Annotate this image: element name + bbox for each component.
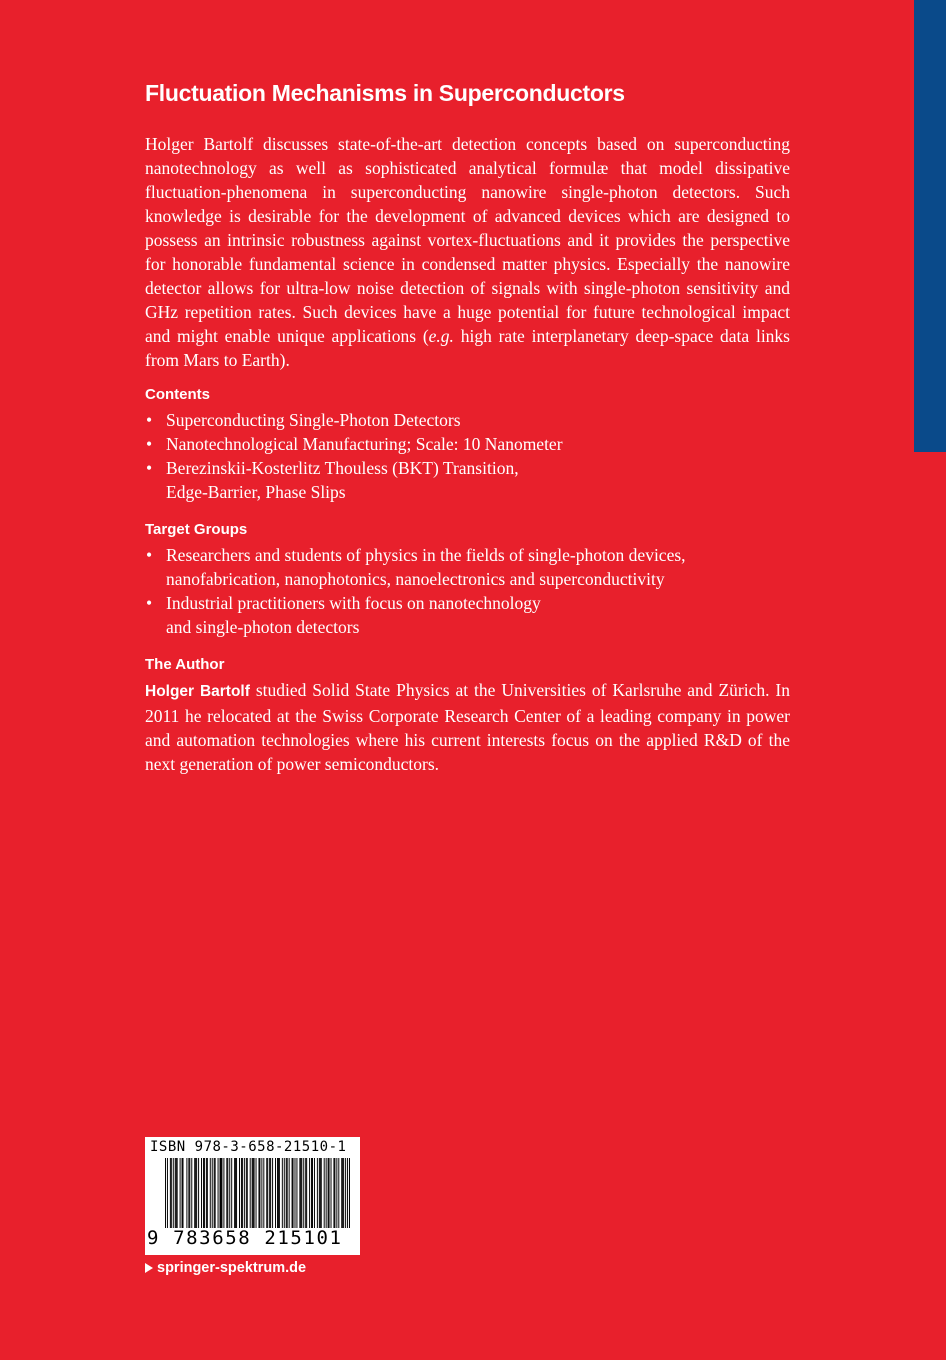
barcode-bar — [198, 1158, 199, 1228]
barcode-bar — [236, 1158, 237, 1228]
barcode-bar — [223, 1158, 224, 1228]
barcode-bar — [170, 1158, 171, 1228]
barcode-bar — [203, 1158, 204, 1228]
contents-item — [145, 456, 790, 504]
barcode-bar — [295, 1158, 296, 1228]
barcode-bar — [210, 1158, 211, 1228]
target-group-item — [145, 543, 790, 591]
barcode-bar — [317, 1158, 318, 1228]
barcode-bar — [186, 1158, 187, 1228]
barcode-bar — [188, 1158, 189, 1228]
barcode-bar — [314, 1158, 315, 1228]
barcode-bar — [194, 1158, 195, 1228]
barcode-bar — [299, 1158, 300, 1228]
barcode-bar — [180, 1158, 181, 1228]
barcode-bar — [165, 1158, 166, 1228]
barcode-bar — [259, 1158, 260, 1228]
barcode-bar — [331, 1158, 332, 1228]
description-eg: e.g. — [428, 326, 454, 346]
barcode-bar — [324, 1158, 325, 1228]
barcode-bar — [191, 1158, 192, 1228]
barcode-bar — [269, 1158, 270, 1228]
contents-item-text: Berezinskii-Kosterlitz Thouless (BKT) Transition, — [166, 458, 519, 478]
contents-list — [145, 408, 790, 504]
barcode-bar — [279, 1158, 280, 1228]
barcode-bar — [177, 1158, 178, 1228]
barcode-bar — [300, 1158, 301, 1228]
barcode-bar — [212, 1158, 213, 1228]
barcode-bar — [258, 1158, 259, 1228]
contents-item-text-continued: Edge-Barrier, Phase Slips — [166, 482, 346, 502]
barcode-bar — [306, 1158, 307, 1228]
contents-item-text: Nanotechnological Manufacturing; Scale: 10 Nanometer — [166, 434, 563, 454]
barcode-bar — [176, 1158, 177, 1228]
barcode-bar — [347, 1158, 348, 1228]
barcode-bar — [311, 1158, 312, 1228]
target-group-text: Industrial practitioners with focus on nanotechnology — [166, 593, 541, 613]
barcode-bar — [266, 1158, 267, 1228]
barcode-bar — [263, 1158, 264, 1228]
contents-item-text: Superconducting Single-Photon Detectors — [166, 410, 461, 430]
barcode-bar — [195, 1158, 196, 1228]
barcode-bar — [272, 1158, 273, 1228]
barcode-bar — [309, 1158, 310, 1228]
barcode-bar — [226, 1158, 227, 1228]
barcode-bar — [286, 1158, 287, 1228]
barcode-image — [165, 1158, 350, 1228]
description-text-end: high rate interplanetary deep-space data links from Mars to Earth). — [145, 326, 790, 370]
website-link[interactable] — [145, 1260, 306, 1276]
isbn-barcode-box — [145, 1137, 360, 1255]
barcode-bar — [241, 1158, 242, 1228]
bullet-icon: • — [146, 410, 153, 430]
barcode-bar — [292, 1158, 293, 1228]
barcode-bar — [275, 1158, 276, 1228]
barcode-bar — [282, 1158, 283, 1228]
barcode-bar — [293, 1158, 294, 1228]
bullet-icon: • — [146, 458, 153, 478]
barcode-bar — [334, 1158, 335, 1228]
barcode-bar — [183, 1158, 184, 1228]
barcode-bar — [320, 1158, 321, 1228]
barcode-bar — [301, 1158, 302, 1228]
barcode-bar — [207, 1158, 208, 1228]
target-groups-heading: Target Groups — [145, 521, 248, 538]
target-group-item — [145, 591, 790, 639]
barcode-bar — [328, 1158, 329, 1228]
contents-item — [145, 432, 790, 456]
barcode-bar — [349, 1158, 350, 1228]
book-description — [145, 132, 790, 372]
barcode-bar — [250, 1158, 251, 1228]
author-bio-text: studied Solid State Physics at the Universities of Karlsruhe and Zürich. In 2011 he relocated at the Swiss Corporate Research Center of a leading company in power and automation technologies where his current interests focus on the applied R&D of the next generation of power semiconductors. — [145, 680, 790, 774]
barcode-bar — [246, 1158, 247, 1228]
barcode-bar — [278, 1158, 279, 1228]
barcode-bar — [171, 1158, 172, 1228]
target-group-text: Researchers and students of physics in the fields of single-photon devices, — [166, 545, 686, 565]
barcode-bar — [341, 1158, 342, 1228]
barcode-bar — [242, 1158, 243, 1228]
barcode-bar — [239, 1158, 240, 1228]
spine-color-band — [914, 0, 946, 452]
isbn-label: ISBN 978-3-658-21510-1 — [150, 1139, 347, 1155]
author-name: Holger Bartolf — [145, 683, 250, 700]
barcode-bar — [312, 1158, 313, 1228]
barcode-bar — [189, 1158, 190, 1228]
barcode-bar — [329, 1158, 330, 1228]
barcode-bar — [342, 1158, 343, 1228]
barcode-bar — [235, 1158, 236, 1228]
author-heading: The Author — [145, 656, 225, 673]
bullet-icon: • — [146, 593, 153, 613]
barcode-bar — [244, 1158, 245, 1228]
barcode-bar — [175, 1158, 176, 1228]
barcode-bar — [253, 1158, 254, 1228]
barcode-bar — [321, 1158, 322, 1228]
barcode-bar — [220, 1158, 221, 1228]
barcode-bar — [214, 1158, 215, 1228]
barcode-bar — [221, 1158, 222, 1228]
barcode-bar — [182, 1158, 183, 1228]
barcode-bar — [173, 1158, 174, 1228]
barcode-bar — [338, 1158, 339, 1228]
barcode-bar — [303, 1158, 304, 1228]
barcode-bar — [256, 1158, 257, 1228]
target-groups-list — [145, 543, 790, 639]
barcode-bar — [287, 1158, 288, 1228]
barcode-bar — [206, 1158, 207, 1228]
barcode-bar — [215, 1158, 216, 1228]
contents-heading: Contents — [145, 386, 210, 403]
description-text-start: Holger Bartolf discusses state-of-the-art detection concepts based on superconducting nanotechnology as well as sophisticated analytical formulæ that model dissipative fluctuation-phenomena in superconducting nanowire single-photon detectors. Such knowledge is desirable for the development of advanced devices which are designed to possess an intrinsic robustness against vortex-fluctuations and it provides the perspective for honorable fundamental science in condensed matter physics. Especially the nanowire detector allows for ultra-low noise detection of signals with single-photon sensitivity and GHz repetition rates. Such devices have a huge potential for future technological impact and might enable unique applications ( — [145, 134, 790, 346]
target-group-text-continued: nanofabrication, nanophotonics, nanoelectronics and superconductivity — [166, 569, 665, 589]
barcode-bar — [343, 1158, 344, 1228]
barcode-bar — [345, 1158, 346, 1228]
bullet-icon: • — [146, 434, 153, 454]
barcode-bar — [229, 1158, 230, 1228]
barcode-bar — [254, 1158, 255, 1228]
bullet-icon: • — [146, 545, 153, 565]
barcode-bar — [221, 1158, 222, 1228]
barcode-bar — [305, 1158, 306, 1228]
barcode-bar — [261, 1158, 262, 1228]
target-group-text-continued: and single-photon detectors — [166, 617, 360, 637]
barcode-bar — [252, 1158, 253, 1228]
barcode-bar — [267, 1158, 268, 1228]
barcode-bar — [284, 1158, 285, 1228]
contents-item — [145, 408, 790, 432]
barcode-bar — [204, 1158, 205, 1228]
barcode-bar — [196, 1158, 197, 1228]
book-title: Fluctuation Mechanisms in Superconductors — [145, 80, 625, 106]
barcode-bar — [289, 1158, 290, 1228]
barcode-bar — [277, 1158, 278, 1228]
barcode-bar — [227, 1158, 228, 1228]
barcode-bar — [270, 1158, 271, 1228]
barcode-bar — [319, 1158, 320, 1228]
barcode-bar — [218, 1158, 219, 1228]
barcode-bar — [247, 1158, 248, 1228]
website-text: springer-spektrum.de — [157, 1260, 307, 1276]
barcode-bar — [296, 1158, 297, 1228]
barcode-bar — [167, 1158, 168, 1228]
barcode-digits: 9 783658 215101 — [147, 1227, 343, 1249]
barcode-bar — [336, 1158, 337, 1228]
barcode-bar — [326, 1158, 327, 1228]
barcode-bar — [201, 1158, 202, 1228]
arrow-right-icon — [145, 1263, 153, 1273]
barcode-bar — [234, 1158, 235, 1228]
barcode-bar — [333, 1158, 334, 1228]
author-bio — [145, 678, 790, 776]
barcode-bar — [231, 1158, 232, 1228]
